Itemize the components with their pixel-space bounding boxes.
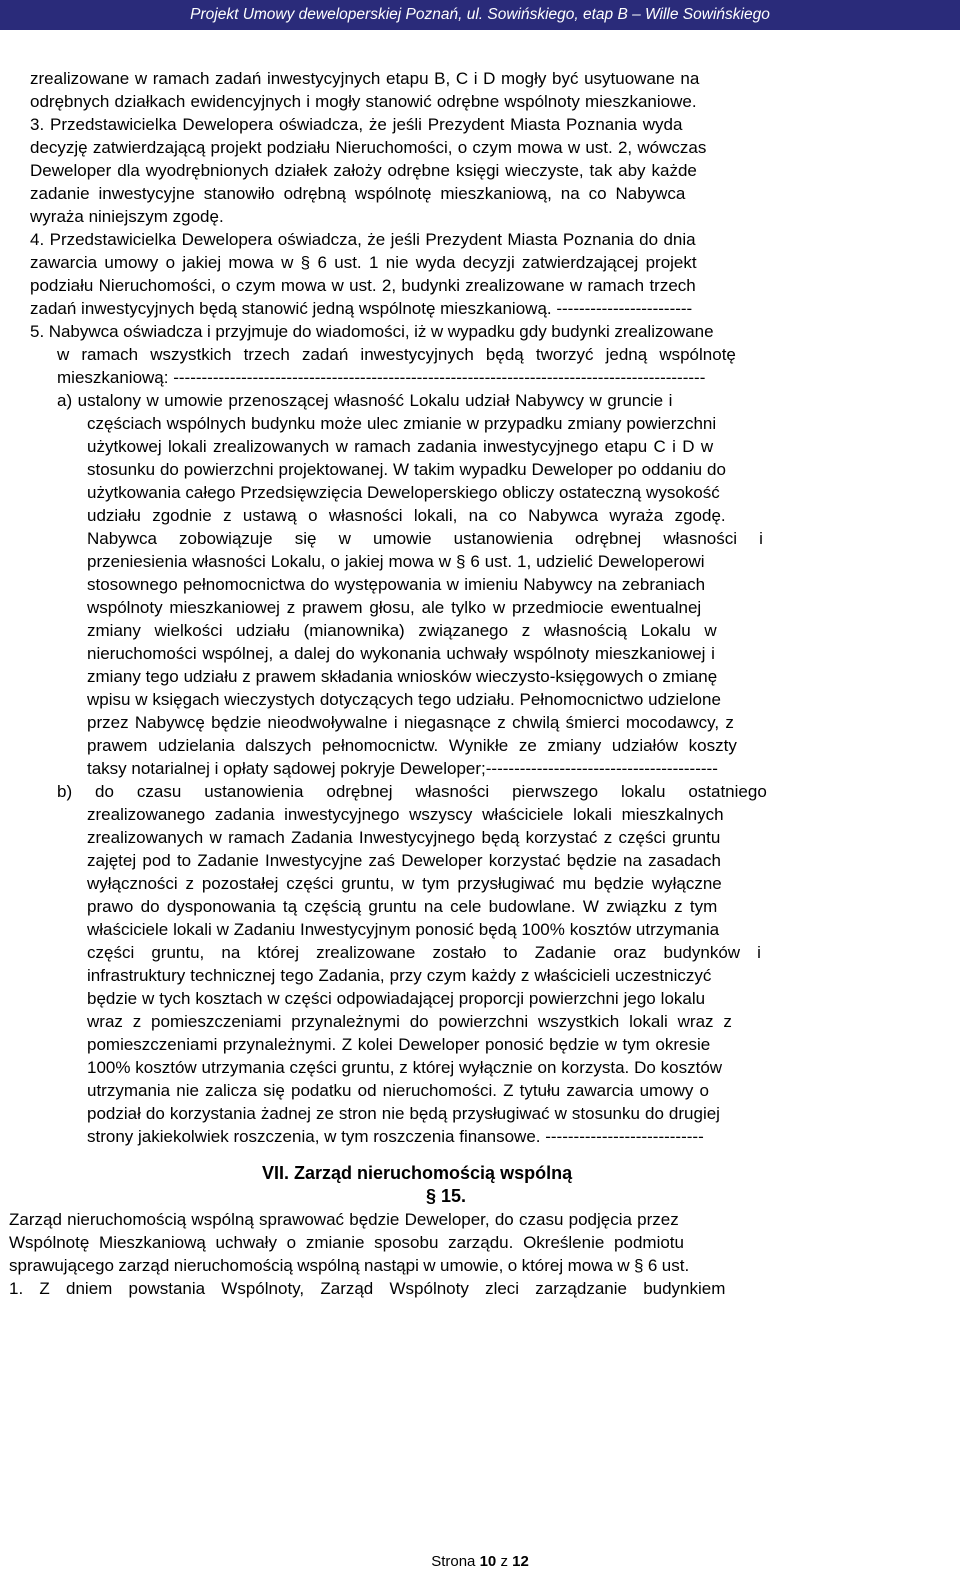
paragraph-number: § 15. <box>426 1186 467 1206</box>
text-line: zrealizowanych w ramach Zadania Inwestycyjnego będą korzystać z części gruntu <box>87 828 721 847</box>
text-line: decyzję zatwierdzającą projekt podziału Nieruchomości, o czym mowa w ust. 2, wówczas <box>30 138 707 157</box>
text-line: zawarcia umowy o jakiej mowa w § 6 ust. 1 nie wyda decyzji zatwierdzającej projekt <box>30 253 697 272</box>
text-line: zadanie inwestycyjne stanowiło odrębną wspólnotę mieszkaniową, na co Nabywca <box>30 184 686 203</box>
text-line: części gruntu, na której zrealizowane zostało to Zadanie oraz budynków i <box>87 943 761 962</box>
text-line: 4. Przedstawicielka Dewelopera oświadcza, że jeśli Prezydent Miasta Poznania do dnia <box>30 230 696 249</box>
text-line: zrealizowane w ramach zadań inwestycyjnych etapu B, C i D mogły być usytuowane na <box>30 69 700 88</box>
text-line: podziału Nieruchomości, o czym mowa w ust. 2, budynki zrealizowane w ramach trzech <box>30 276 696 295</box>
text-line: mieszkaniową: ---------------------------------------------------------------------------------------------- <box>57 368 706 387</box>
text-line: stosunku do powierzchni projektowanej. W takim wypadku Deweloper po oddaniu do <box>87 460 726 479</box>
text-line: odrębnych działkach ewidencyjnych i mogły stanowić odrębne wspólnoty mieszkaniowe. <box>30 92 697 111</box>
text-line: Nabywca zobowiązuje się w umowie ustanowienia odrębnej własności i <box>87 529 763 548</box>
text-line: przez Nabywcę będzie nieodwoływalne i niegasnące z chwilą śmierci mocodawcy, z <box>87 713 734 732</box>
text-line: właściciele lokali w Zadaniu Inwestycyjnym ponosić będą 100% kosztów utrzymania <box>87 920 720 939</box>
text-line: użytkowania całego Przedsięwzięcia Deweloperskiego obliczy ostateczną wysokość <box>87 483 720 502</box>
text-line: prawem udzielania dalszych pełnomocnictw. Wynikłe ze zmiany udziałów koszty <box>87 736 737 755</box>
text-line: będzie w tych kosztach w części odpowiadającej proporcji powierzchni jego lokalu <box>87 989 706 1008</box>
text-line: taksy notarialnej i opłaty sądowej pokryje Deweloper;----------------------------------------- <box>87 759 718 778</box>
text-line: 3. Przedstawicielka Dewelopera oświadcza, że jeśli Prezydent Miasta Poznania wyda <box>30 115 683 134</box>
text-line: udziału zgodnie z ustawą o własności lokali, na co Nabywca wyraża zgodę. <box>87 506 726 525</box>
text-line: częściach wspólnych budynku może ulec zmianie w przypadku zmiany powierzchni <box>87 414 717 433</box>
text-line: pomieszczeniami przynależnymi. Z kolei Deweloper ponosić będzie w tym okresie <box>87 1035 711 1054</box>
text-line: nieruchomości wspólnej, a dalej do wykonania uchwały wspólnoty mieszkaniowej i <box>87 644 715 663</box>
text-line: wspólnoty mieszkaniowej z prawem głosu, ale tylko w przedmiocie ewentualnej <box>87 598 702 617</box>
text-line: 1. Z dniem powstania Wspólnoty, Zarząd Wspólnoty zleci zarządzanie budynkiem <box>9 1279 726 1298</box>
text-line: sprawującego zarząd nieruchomością wspólną nastąpi w umowie, o której mowa w § 6 ust. <box>9 1256 690 1275</box>
text-line: zrealizowanego zadania inwestycyjnego wszyscy właściciele lokali mieszkalnych <box>87 805 724 824</box>
text-line: wraz z pomieszczeniami przynależnymi do powierzchni wszystkich lokali wraz z <box>87 1012 732 1031</box>
text-line: Wspólnotę Mieszkaniową uchwały o zmianie sposobu zarządu. Określenie podmiotu <box>9 1233 684 1252</box>
text-line: prawo do dysponowania tą częścią gruntu na cele budowlane. W związku z tym <box>87 897 718 916</box>
text-line: wyłączności z pozostałej części gruntu, w tym przysługiwać mu będzie wyłączne <box>87 874 722 893</box>
text-line: stosownego pełnomocnictwa do występowania w imieniu Nabywcy na zebraniach <box>87 575 706 594</box>
text-line: przeniesienia własności Lokalu, o jakiej mowa w § 6 ust. 1, udzielić Deweloperowi <box>87 552 705 571</box>
page-total: 12 <box>512 1553 529 1570</box>
text-line: użytkowej lokali zrealizowanych w ramach zadania inwestycyjnego etapu C i D w <box>87 437 714 456</box>
text-line: Deweloper dla wyodrębnionych działek założy odrębne księgi wieczyste, tak aby każde <box>30 161 697 180</box>
text-line: b) do czasu ustanowienia odrębnej własności pierwszego lokalu ostatniego <box>57 782 767 801</box>
section-heading: VII. Zarząd nieruchomością wspólną <box>262 1163 573 1183</box>
text-line: zmiany wielkości udziału (mianownika) związanego z własnością Lokalu w <box>87 621 717 640</box>
text-line: zadań inwestycyjnych będą stanowić jedną wspólnotę mieszkaniową. ------------------------ <box>30 299 693 318</box>
text-line: 100% kosztów utrzymania części gruntu, z której wyłącznie on korzysta. Do kosztów <box>87 1058 723 1077</box>
text-line: utrzymania nie zalicza się podatku od nieruchomości. Z tytułu zawarcia umowy o <box>87 1081 710 1100</box>
text-line: w ramach wszystkich trzech zadań inwestycyjnych będą tworzyć jedną wspólnotę <box>57 345 736 364</box>
page-footer <box>0 1552 960 1572</box>
text-line: podział do korzystania żadnej ze stron nie będą przysługiwać w stosunku do drugiej <box>87 1104 720 1123</box>
document-header <box>0 0 960 30</box>
page-current: 10 <box>479 1553 497 1570</box>
text-line: 5. Nabywca oświadcza i przyjmuje do wiadomości, iż w wypadku gdy budynki zrealizowane <box>30 322 714 341</box>
text-line: strony jakiekolwiek roszczenia, w tym roszczenia finansowe. ---------------------------- <box>87 1127 704 1146</box>
text-line: wpisu w księgach wieczystych dotyczących tego udziału. Pełnomocnictwo udzielone <box>87 690 721 709</box>
text-line: Zarząd nieruchomością wspólną sprawować będzie Deweloper, do czasu podjęcia przez <box>9 1210 679 1229</box>
text-line: infrastruktury technicznej tego Zadania, przy czym każdy z właścicieli uczestniczyć <box>87 966 712 985</box>
page-separator: z <box>500 1553 508 1570</box>
text-line: zajętej pod to Zadanie Inwestycyjne zaś Deweloper korzystać będzie na zasadach <box>87 851 721 870</box>
text-line: a) ustalony w umowie przenoszącej własność Lokalu udział Nabywcy w gruncie i <box>57 391 673 410</box>
document-header-title: Projekt Umowy deweloperskiej Poznań, ul. Sowińskiego, etap B – Wille Sowińskiego <box>190 6 770 23</box>
text-line: wyraża niniejszym zgodę. <box>30 207 224 226</box>
page-label: Strona <box>431 1553 476 1570</box>
text-line: zmiany tego udziału z prawem składania wniosków wieczysto-księgowych o zmianę <box>87 667 718 686</box>
